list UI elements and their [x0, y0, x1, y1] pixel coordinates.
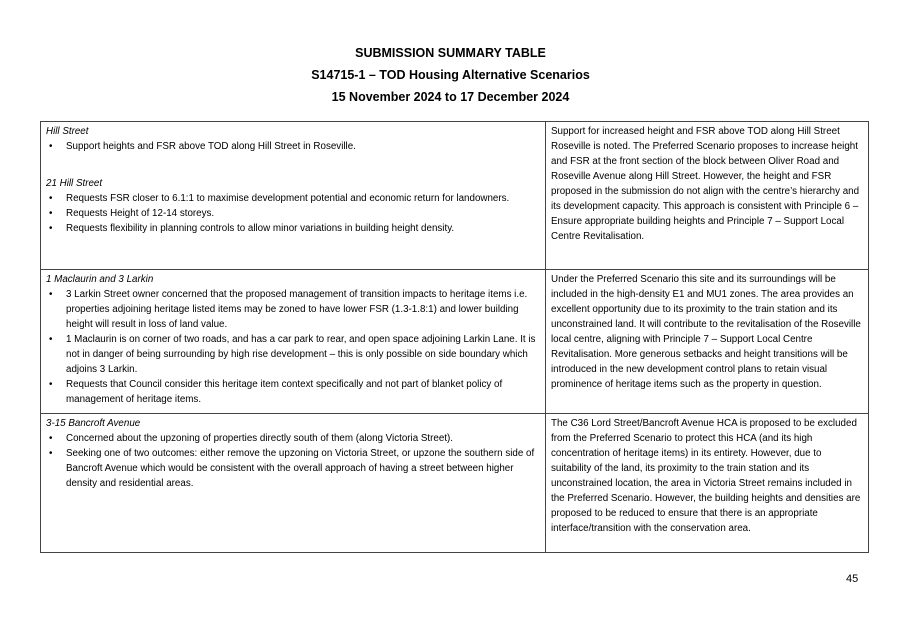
submission-bullets	[46, 139, 541, 154]
list-item: • Requests Height of 12-14 storeys.	[66, 206, 541, 221]
document-date-range: 15 November 2024 to 17 December 2024	[331, 90, 570, 104]
list-item: • Support heights and FSR above TOD along Hill Street in Roseville.	[66, 139, 541, 154]
submission-cell	[41, 270, 546, 414]
response-cell: The C36 Lord Street/Bancroft Avenue HCA is proposed to be excluded from the Preferred Scenario to protect this HCA (and its high concentration of heritage items) in its entirety. However, due to suitability of the land, its proximity to the train station and its unconstrained location, the area in Victoria Street remains included in the Preferred Scenario. However, the building heights and densities are proposed to be reduced to ensure that there is an appropriate interface/transition with the conservation area.	[546, 414, 869, 553]
list-item: • Requests FSR closer to 6.1:1 to maximise development potential and economic return for landowners.	[66, 191, 541, 206]
list-item: • Seeking one of two outcomes: either remove the upzoning on Victoria Street, or upzone the southern side of Bancroft Avenue which would be consistent with the overall approach of having a street between higher density and residential areas.	[66, 446, 541, 491]
submission-bullets	[46, 431, 541, 491]
submission-heading: Hill Street	[46, 126, 89, 137]
document-subtitle: S14715-1 – TOD Housing Alternative Scenarios	[311, 68, 590, 82]
list-item: • Requests that Council consider this heritage item context specifically and not part of blanket policy of management of heritage items.	[66, 377, 541, 407]
document-header	[0, 42, 901, 108]
response-cell: Support for increased height and FSR above TOD along Hill Street Roseville is noted. The Preferred Scenario proposes to increase height and FSR at the front section of the block between Oliver Road and Roseville Avenue along Hill Street. However, the height and FSR proposed in the submission do not align with the centre’s hierarchy and its development capacity. This approach is consistent with Principle 6 – Ensure appropriate building heights and Principle 7 – Support Local Centre Revitalisation.	[546, 122, 869, 270]
page-number: 45	[846, 573, 859, 585]
submission-summary-table	[40, 121, 869, 553]
submission-heading: 3-15 Bancroft Avenue	[46, 418, 141, 429]
list-item: • 1 Maclaurin is on corner of two roads, and has a car park to rear, and open space adjoining Larkin Lane. It is not in danger of being surrounding by high rise development – this is only possible on side boundary which adjoins 3 Larkin.	[66, 332, 541, 377]
table-row	[41, 122, 869, 270]
document-title: SUBMISSION SUMMARY TABLE	[355, 46, 546, 60]
submission-cell	[41, 414, 546, 553]
table-row	[41, 414, 869, 553]
submission-bullets	[46, 287, 541, 407]
list-item: • Requests flexibility in planning controls to allow minor variations in building height density.	[66, 221, 541, 236]
response-cell: Under the Preferred Scenario this site and its surroundings will be included in the high-density E1 and MU1 zones. The area provides an excellent opportunity due to its proximity to the train station and its unconstrained land. It will contribute to the revitalisation of the Roseville local centre, aligning with Principle 7 – Support Local Centre Revitalisation. More generous setbacks and height transitions will be introduced in the new development control plans to retain visual prominence of heritage items such as the property in question.	[546, 270, 869, 414]
table-row	[41, 270, 869, 414]
submission-cell	[41, 122, 546, 270]
list-item: • Concerned about the upzoning of properties directly south of them (along Victoria Street).	[66, 431, 541, 446]
submission-bullets	[46, 191, 541, 236]
list-item: • 3 Larkin Street owner concerned that the proposed management of transition impacts to heritage items i.e. properties adjoining heritage listed items may be zoned to have lower FSR (1.3-1.8:1) and lower building height will result in loss of land value.	[66, 287, 541, 332]
submission-heading: 1 Maclaurin and 3 Larkin	[46, 274, 154, 285]
submission-heading: 21 Hill Street	[46, 178, 103, 189]
